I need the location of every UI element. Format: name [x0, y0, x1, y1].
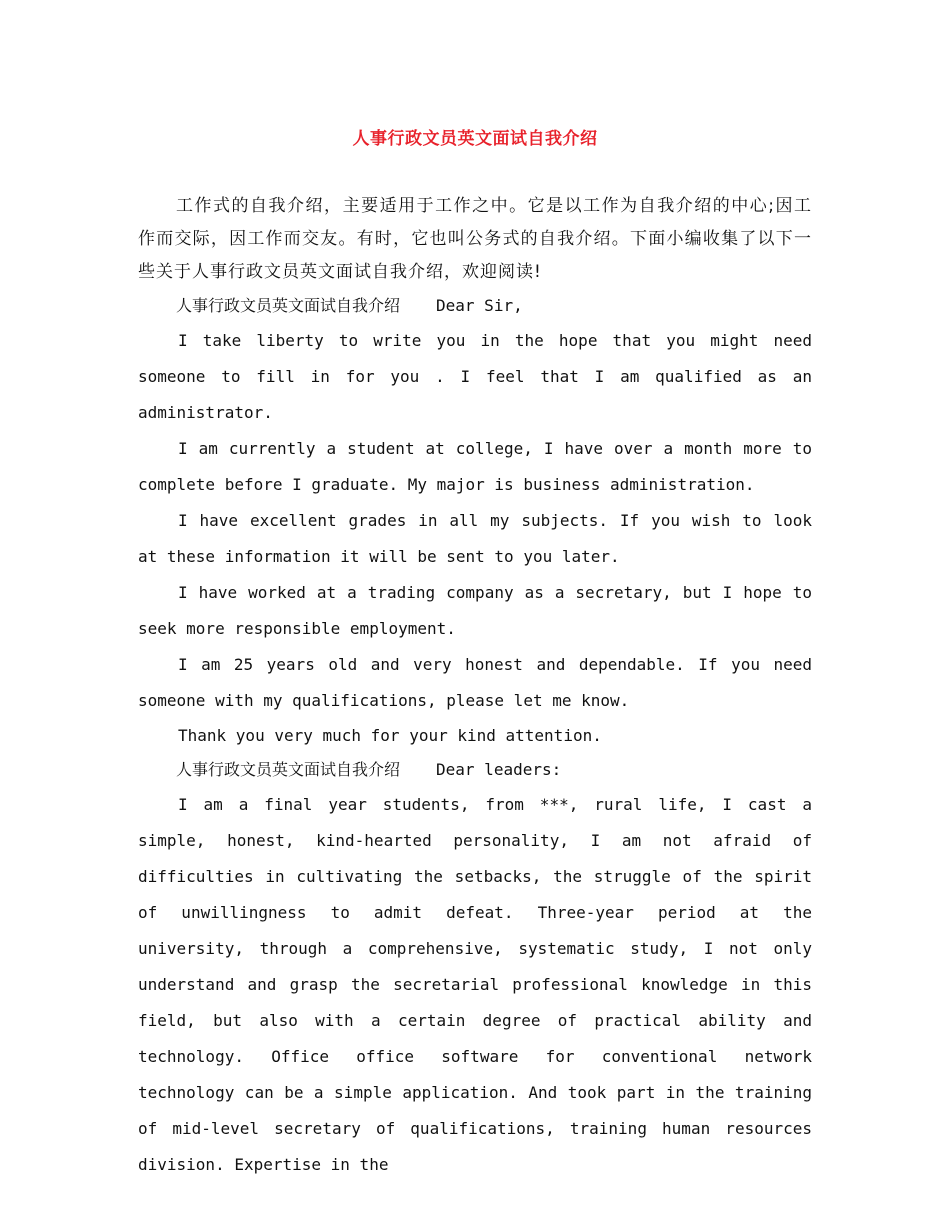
section-1-heading-line: [138, 289, 812, 323]
section-1-paragraph: Thank you very much for your kind attention.: [178, 726, 602, 745]
section-2-paragraph: I am a final year students, from ***, rural life, I cast a simple, honest, kind-hearted personality, I am not afraid of difficulties in cultivating the setbacks, the struggle of the spirit of unwillingness to admit defeat. Three-year period at the university, through a comprehensive, systematic study, I not only understand and grasp the secretarial professional knowledge in this field, but also with a certain degree of practical ability and technology. Office office software for conventional network technology can be a simple application. And took part in the training of mid-level secretary of qualifications, training human resources division. Expertise in the: [138, 795, 812, 1174]
section-1-paragraph: I am 25 years old and very honest and dependable. If you need someone with my qualifications, please let me know.: [138, 655, 812, 710]
section-1-paragraph: I have excellent grades in all my subjects. If you wish to look at these information it will be sent to you later.: [138, 511, 812, 566]
intro-paragraph: 工作式的自我介绍，主要适用于工作之中。它是以工作为自我介绍的中心;因工作而交际，因工作而交友。有时，它也叫公务式的自我介绍。下面小编收集了以下一些关于人事行政文员英文面试自我介绍，欢迎阅读!: [138, 196, 812, 282]
document-body: [138, 190, 812, 1183]
section-1-paragraph: I am currently a student at college, I have over a month more to complete before I graduate. My major is business administration.: [138, 439, 812, 494]
section-1-paragraph: I have worked at a trading company as a secretary, but I hope to seek more responsible employment.: [138, 583, 812, 638]
section-1-salutation: Dear Sir,: [436, 296, 523, 315]
section-1-heading: 人事行政文员英文面试自我介绍: [176, 296, 401, 315]
section-2-heading: 人事行政文员英文面试自我介绍: [176, 760, 401, 779]
document-title: 人事行政文员英文面试自我介绍: [352, 129, 598, 149]
section-2-heading-line: [138, 753, 812, 787]
section-1-paragraph: I take liberty to write you in the hope that you might need someone to fill in for you . I feel that I am qualified as an administrator.: [138, 331, 812, 422]
section-2-salutation: Dear leaders:: [436, 760, 562, 779]
